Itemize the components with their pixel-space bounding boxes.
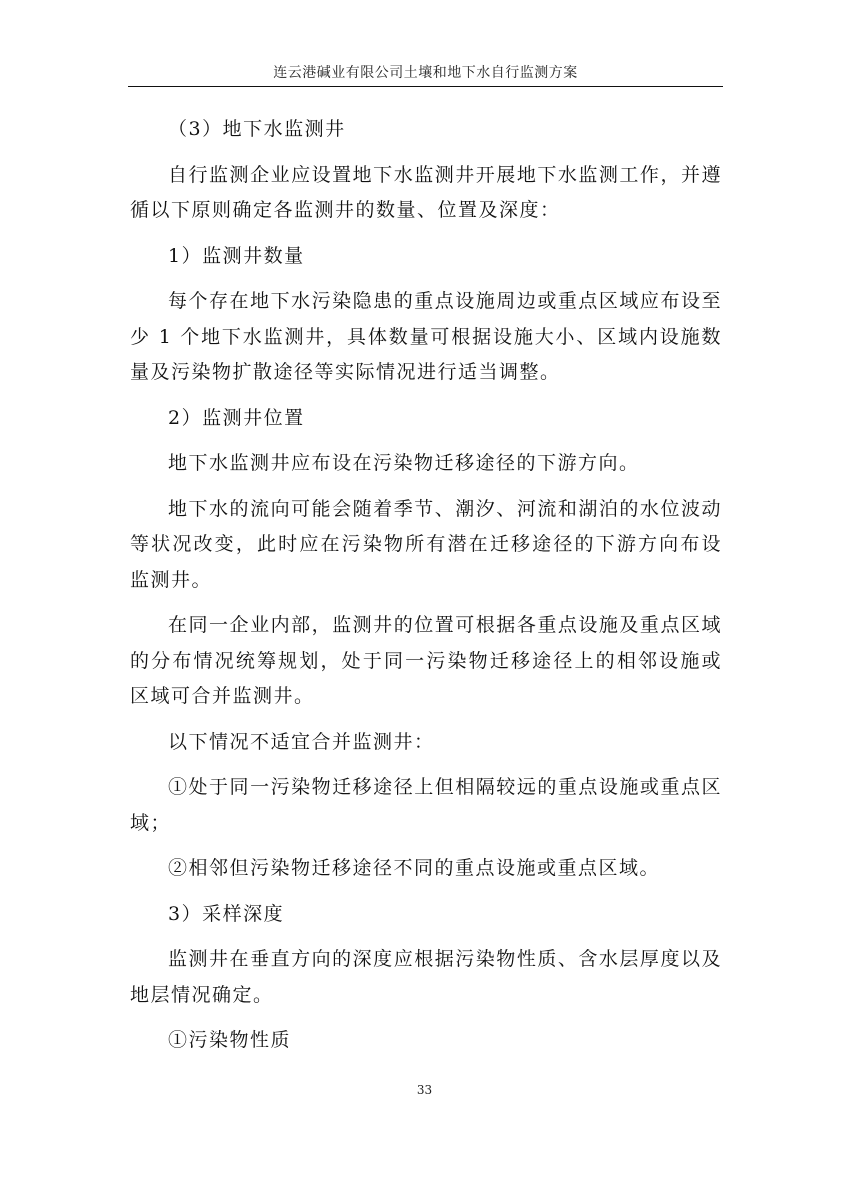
heading-well-count: 1）监测井数量	[168, 244, 305, 267]
page-number: 33	[416, 1083, 433, 1097]
heading-sampling-depth: 3）采样深度	[168, 902, 285, 925]
list-item-different-paths: ②相邻但污染物迁移途径不同的重点设施或重点区域。	[168, 857, 661, 879]
paragraph-flow-direction: 地下水的流向可能会随着季节、潮汐、河流和湖泊的水位波动等状况改变，此时应在污染物所有潜在迁移途径的下游方向布设监测井。	[130, 497, 722, 591]
heading-well-location: 2）监测井位置	[168, 406, 305, 429]
paragraph-merge-wells: 在同一企业内部，监测井的位置可根据各重点设施及重点区域的分布情况统筹规划，处于同一污染物迁移途径上的相邻设施或区域可合并监测井。	[130, 614, 722, 707]
paragraph-downstream: 地下水监测井应布设在污染物迁移途径的下游方向。	[168, 452, 640, 474]
document-body	[130, 112, 722, 1059]
page-header: 连云港碱业有限公司土壤和地下水自行监测方案	[273, 65, 578, 81]
paragraph-well-count: 每个存在地下水污染隐患的重点设施周边或重点区域应布设至少 1 个地下水监测井，具体数量可根据设施大小、区域内设施数量及污染物扩散途径等实际情况进行适当调整。	[130, 290, 722, 383]
paragraph-depth: 监测井在垂直方向的深度应根据污染物性质、含水层厚度以及地层情况确定。	[130, 948, 722, 1006]
paragraph-intro: 自行监测企业应设置地下水监测井开展地下水监测工作，并遵循以下原则确定各监测井的数量、位置及深度：	[130, 163, 722, 221]
subsection-heading-groundwater-wells: （3）地下水监测井	[168, 118, 346, 140]
header-divider	[128, 86, 723, 87]
paragraph-not-merge-intro: 以下情况不适宜合并监测井：	[168, 730, 435, 753]
list-item-pollutant-nature: ①污染物性质	[168, 1029, 292, 1051]
list-item-distant-facilities: ①处于同一污染物迁移途径上但相隔较远的重点设施或重点区域；	[130, 776, 722, 834]
